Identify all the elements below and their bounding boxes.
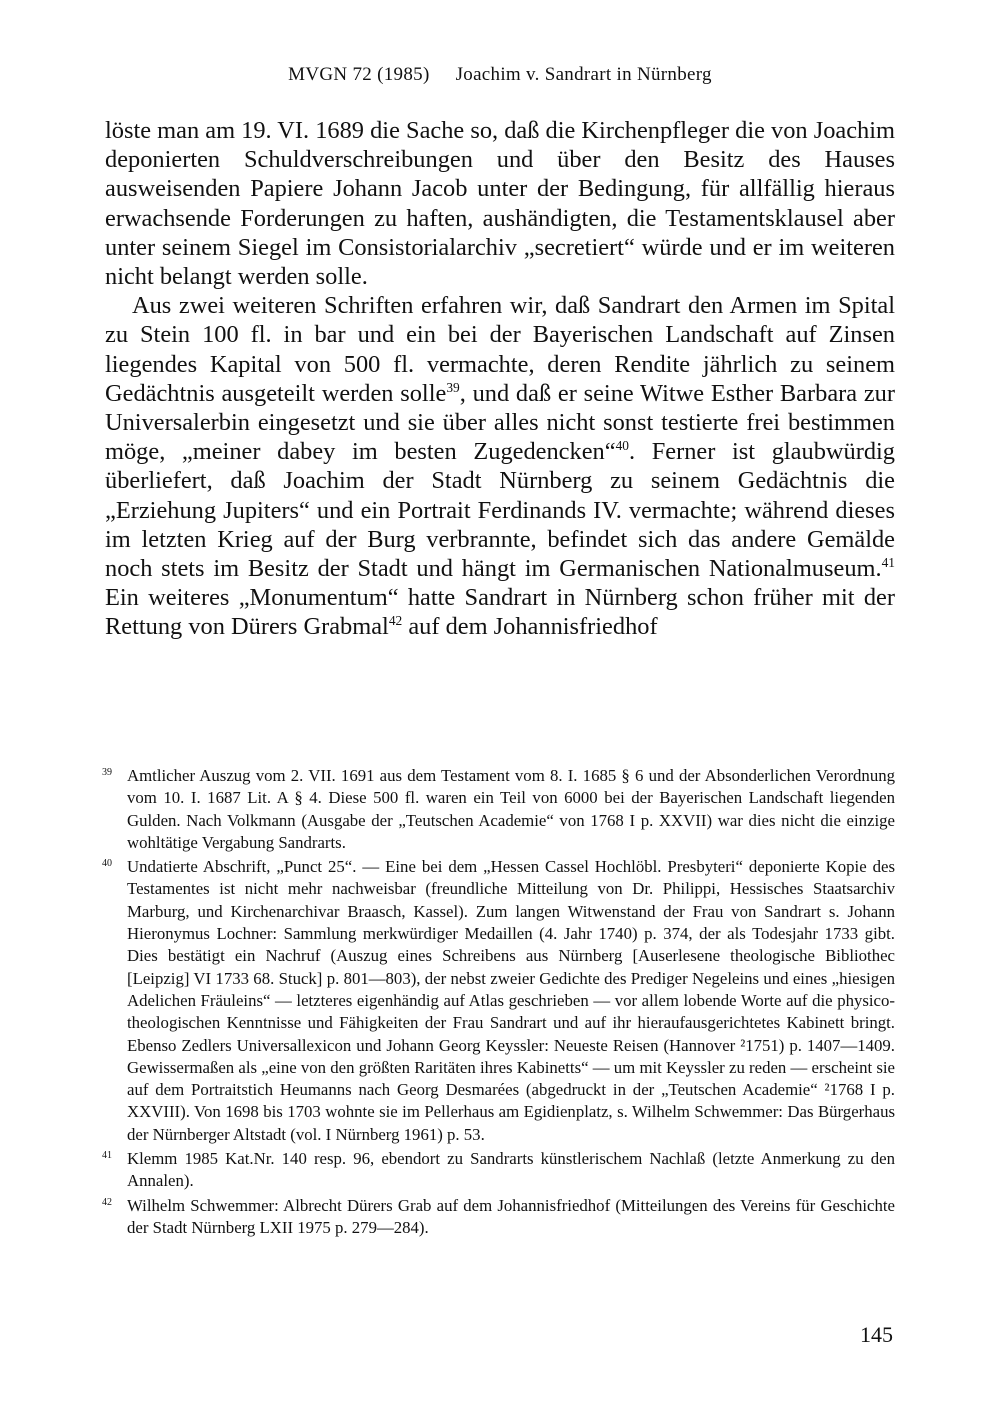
footnote-number: 39 — [102, 767, 112, 778]
footnote-ref-42: 42 — [388, 613, 403, 629]
paragraph-2-part-e: auf dem Johannisfriedhof — [402, 613, 658, 641]
paragraph-2-part-b: , und daß er seine Witwe Esther Barbara zur Universalerbin eingesetzt und sie über alles nicht sonst testierte frei bestimmen möge, „meiner dabey im besten Zugedencken“ — [105, 379, 895, 466]
paragraph-2-part-a: Aus zwei weiteren Schriften erfahren wir, daß Sandrart den Armen im Spital zu Stein 100 fl. in bar und ein bei der Bayerischen Landschaft auf Zinsen liegendes Kapital von 500 fl. vermachte, deren Rendite jährlich zu seinem Gedächtnis ausgeteilt werden solle — [105, 292, 895, 407]
footnote-41 — [102, 1148, 895, 1193]
footnote-text: Amtlicher Auszug vom 2. VII. 1691 aus dem Testament vom 8. I. 1685 § 6 und der Absonderlichen Verordnung vom 10. I. 1687 Lit. A § 4. Diese 500 fl. waren ein Teil von 6000 bei der Bayerischen Landschaft liegenden Gulden. Nach Volkmann (Ausgabe der „Teutschen Academie“ von 1768 I p. XXVII) war dies nicht die einzige wohltätige Vergabung Sandrarts. — [127, 766, 895, 852]
footnote-number: 40 — [102, 858, 112, 870]
journal-reference: MVGN 72 (1985) — [288, 64, 430, 85]
paragraph-2-part-d: Ein weiteres „Monumentum“ hatte Sandrart in Nürnberg schon früher mit der Rettung von Dürers Grabmal — [105, 584, 895, 641]
footnote-39 — [102, 765, 895, 854]
footnote-text: Undatierte Abschrift, „Punct 25“. — Eine bei dem „Hessen Cassel Hochlöbl. Presbyteri“ deponierte Kopie des Testamentes ist nicht mehr nachweisbar (freundliche Mitteilung von Dr. Philippi, Hessisches Staatsarchiv Marburg, und Kirchenarchivar Braasch, Kassel). Zum langen Witwenstand der Frau von Sandrart s. Johann Hieronymus Lochner: Sammlung merkwürdiger Medaillen (4. Jahr 1740) p. 374, der als Todesjahr 1733 gibt. Dies bestätigt ein Nachruf (Auszug eines Schreibens aus Nürnberg [Auserlesene theologische Bibliothec [Leipzig] VI 1733 68. Stuck] p. 801—803), der nebst zweier Gedichte des Prediger Negeleins und eines „hiesigen Adelichen Fräuleins“ — letzteres eigenhändig auf Atlas geschrieben — vor allem lobende Worte auf die physico-theologischen Kenntnisse und Fähigkeiten der Frau Sandrart und auf ihr hieraufausgerichtetes Kabinett bringt. Ebenso Zedlers Universallexicon und Johann Georg Keyssler: Neueste Reisen (Hannover ²1751) p. 1407—1409. Gewissermaßen als „eine von den größten Raritäten ihres Kabinetts“ — um mit Keyssler zu reden — erscheint sie auf dem Portraitstich Heumanns nach Georg Desmarées (abgedruckt in der „Teutschen Academie“ ²1768 I p. XXVIII). Von 1698 bis 1703 wohnte sie im Pellerhaus am Egidienplatz, s. Wilhelm Schwemmer: Das Bürgerhaus der Nürnberger Altstadt (vol. I Nürnberg 1961) p. 53. — [127, 857, 895, 1144]
footnote-number: 42 — [102, 1196, 112, 1208]
footnote-text: Klemm 1985 Kat.Nr. 140 resp. 96, ebendort zu Sandrarts künstlerischem Nachlaß (letzte Anmerkung zu den Annalen). — [127, 1149, 895, 1191]
footnote-ref-39: 39 — [446, 379, 460, 395]
main-text — [105, 116, 895, 642]
footnote-42 — [102, 1195, 895, 1240]
paragraph-1: löste man am 19. VI. 1689 die Sache so, daß die Kirchenpfleger die von Joachim deponierten Schuldverschreibungen und über den Besitz des Hauses ausweisenden Papiere Johann Jacob unter der Bedingung, für allfällig hieraus erwachsende Forderungen zu haften, aushändigten, die Testamentsklausel aber unter seinem Siegel im Consistorialarchiv „secretiert“ würde und er im weiteren nicht belangt werden solle. — [105, 117, 896, 291]
footnote-ref-40: 40 — [615, 438, 629, 454]
footnote-40 — [102, 856, 895, 1146]
paragraph-2-part-c: . Ferner ist glaubwürdig überliefert, daß Joachim der Stadt Nürnberg zu seinem Gedächtnis die „Erziehung Jupiters“ und ein Portrait Ferdinands IV. vermachte; während dieses im letzten Krieg auf der Burg verbrannte, befindet sich das andere Gemälde noch stets im Besitz der Stadt und hängt im Germanischen Nationalmuseum. — [105, 438, 895, 583]
paragraph-2 — [105, 291, 895, 641]
footnote-ref-41: 41 — [881, 554, 895, 570]
footnote-number: 41 — [102, 1150, 112, 1162]
running-header — [0, 64, 1000, 86]
footnote-text: Wilhelm Schwemmer: Albrecht Dürers Grab auf dem Johannisfriedhof (Mitteilungen des Vereins für Geschichte der Stadt Nürnberg LXII 1975 p. 279—284). — [127, 1195, 895, 1237]
footnotes — [102, 765, 895, 1241]
article-title: Joachim v. Sandrart in Nürnberg — [455, 64, 712, 85]
page-number: 145 — [860, 1322, 893, 1347]
